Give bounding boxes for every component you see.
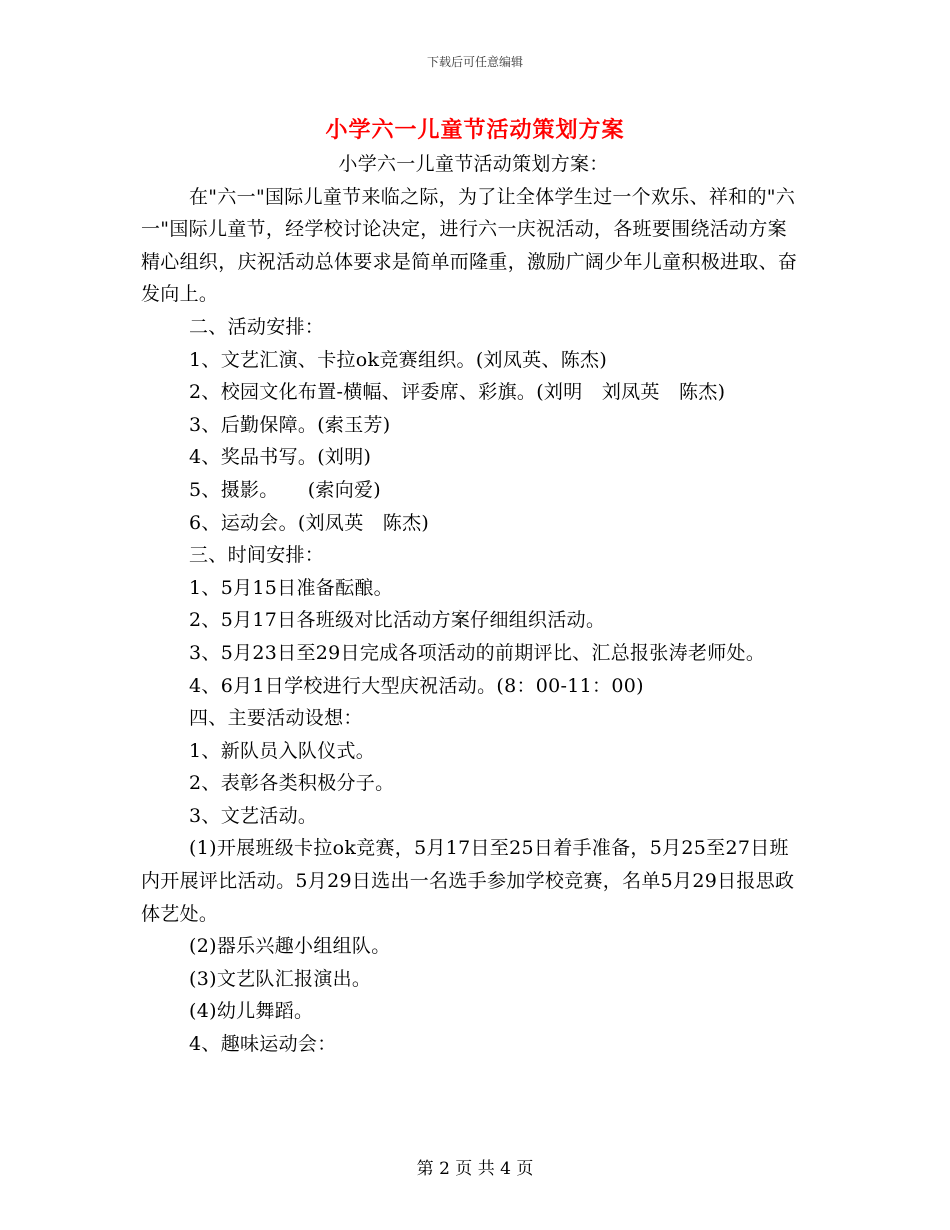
- list-item: 3、后勤保障。(索玉芳): [189, 413, 391, 436]
- list-item: 2、表彰各类积极分子。: [189, 772, 395, 795]
- list-item: 4、6月1日学校进行大型庆祝活动。(8：00-11：00): [189, 674, 644, 697]
- list-item: 2、校园文化布置-横幅、评委席、彩旗。(刘明 刘凤英 陈杰): [189, 381, 726, 404]
- list-item: 1、新队员入队仪式。: [189, 739, 376, 762]
- list-item: 5、摄影。 (索向爱): [189, 478, 382, 501]
- sub-list-item: (4)幼儿舞蹈。: [189, 1000, 314, 1023]
- list-item: 4、奖品书写。(刘明): [189, 446, 372, 469]
- list-item: 6、运动会。(刘凤英 陈杰): [189, 511, 430, 534]
- list-item: 1、文艺汇演、卡拉ok竞赛组织。(刘凤英、陈杰): [189, 348, 608, 371]
- sub-list-item: (3)文艺队汇报演出。: [189, 967, 372, 990]
- subtitle-line: 小学六一儿童节活动策划方案：: [338, 153, 609, 175]
- document-title: 小学六一儿童节活动策划方案: [325, 118, 625, 143]
- page-header-note: 下载后可任意编辑: [426, 55, 523, 69]
- list-item: 3、文艺活动。: [189, 804, 318, 827]
- page-number-footer: 第 2 页 共 4 页: [416, 1159, 534, 1179]
- sub-list-item: (1)开展班级卡拉ok竞赛，5月17日至25日着手准备，5月25至27日班内开展评比活动。5月29日选出一名选手参加学校竞赛，名单5月29日报思政体艺处。: [141, 837, 795, 925]
- document-body: [141, 148, 806, 1061]
- section-heading-schedule: 三、时间安排：: [189, 544, 325, 567]
- section-heading-arrangements: 二、活动安排：: [189, 315, 325, 338]
- list-item: 1、5月15日准备酝酿。: [189, 576, 393, 599]
- list-item: 2、5月17日各班级对比活动方案仔细组织活动。: [189, 609, 606, 632]
- list-item: 3、5月23日至29日完成各项活动的前期评比、汇总报张涛老师处。: [189, 641, 766, 664]
- list-item: 4、趣味运动会：: [189, 1033, 337, 1056]
- intro-paragraph: 在"六一"国际儿童节来临之际，为了让全体学生过一个欢乐、祥和的"六一"国际儿童节，经学校讨论决定，进行六一庆祝活动，各班要围绕活动方案精心组织，庆祝活动总体要求是简单而隆重，激励广阔少年儿童积极进取、奋发向上。: [141, 185, 798, 306]
- section-heading-activities: 四、主要活动设想：: [189, 707, 363, 730]
- sub-list-item: (2)器乐兴趣小组组队。: [189, 935, 391, 958]
